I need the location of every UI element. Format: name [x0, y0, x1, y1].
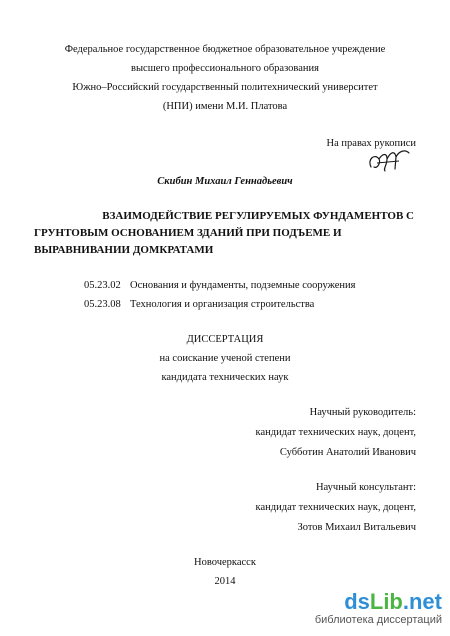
supervisor-label: Научный руководитель:: [309, 407, 416, 418]
work-type: ДИССЕРТАЦИЯ: [186, 334, 264, 345]
dslib-logo: dsLib.net: [344, 589, 442, 614]
consultant-name: Зотов Михаил Витальевич: [297, 522, 416, 533]
city: Новочеркасск: [194, 557, 256, 568]
university-line-3: Южно–Российский государственный политехнический университет: [72, 82, 378, 93]
university-line-4: (НПИ) имени М.И. Платова: [162, 101, 288, 112]
university-line-2: высшего профессионального образования: [131, 63, 319, 74]
specialty-code: 05.23.02: [84, 280, 121, 291]
dslib-watermark: [292, 590, 442, 630]
signature-icon: [365, 147, 413, 175]
degree-sought-line-2: кандидата технических наук: [161, 372, 289, 383]
specialty-name: Основания и фундаменты, подземные сооружения: [130, 280, 356, 291]
specialty-name: Технология и организация строительства: [130, 299, 315, 310]
dissertation-title-line-2: ГРУНТОВЫМ ОСНОВАНИЕМ ЗДАНИЙ ПРИ ПОДЪЕМЕ И: [34, 227, 342, 239]
consultant-degree: кандидат технических наук, доцент,: [255, 502, 416, 513]
dissertation-title-line-1: ВЗАИМОДЕЙСТВИЕ РЕГУЛИРУЕМЫХ ФУНДАМЕНТОВ С: [102, 210, 414, 222]
supervisor-name: Субботин Анатолий Иванович: [279, 447, 416, 458]
specialty-code: 05.23.08: [84, 299, 121, 310]
year: 2014: [214, 576, 236, 587]
university-line-1: Федеральное государственное бюджетное образовательное учреждение: [64, 44, 386, 55]
consultant-label: Научный консультант:: [315, 482, 416, 493]
degree-sought-line-1: на соискание ученой степени: [159, 353, 291, 364]
author-name: Скибин Михаил Геннадьевич: [157, 176, 293, 187]
dissertation-title-line-3: ВЫРАВНИВАНИИ ДОМКРАТАМИ: [34, 244, 214, 256]
supervisor-degree: кандидат технических наук, доцент,: [255, 427, 416, 438]
specialty-1: [84, 279, 355, 292]
manuscript-note: На правах рукописи: [326, 138, 416, 149]
specialty-2: [84, 298, 314, 311]
dslib-subtitle: библиотека диссертаций: [314, 614, 442, 626]
